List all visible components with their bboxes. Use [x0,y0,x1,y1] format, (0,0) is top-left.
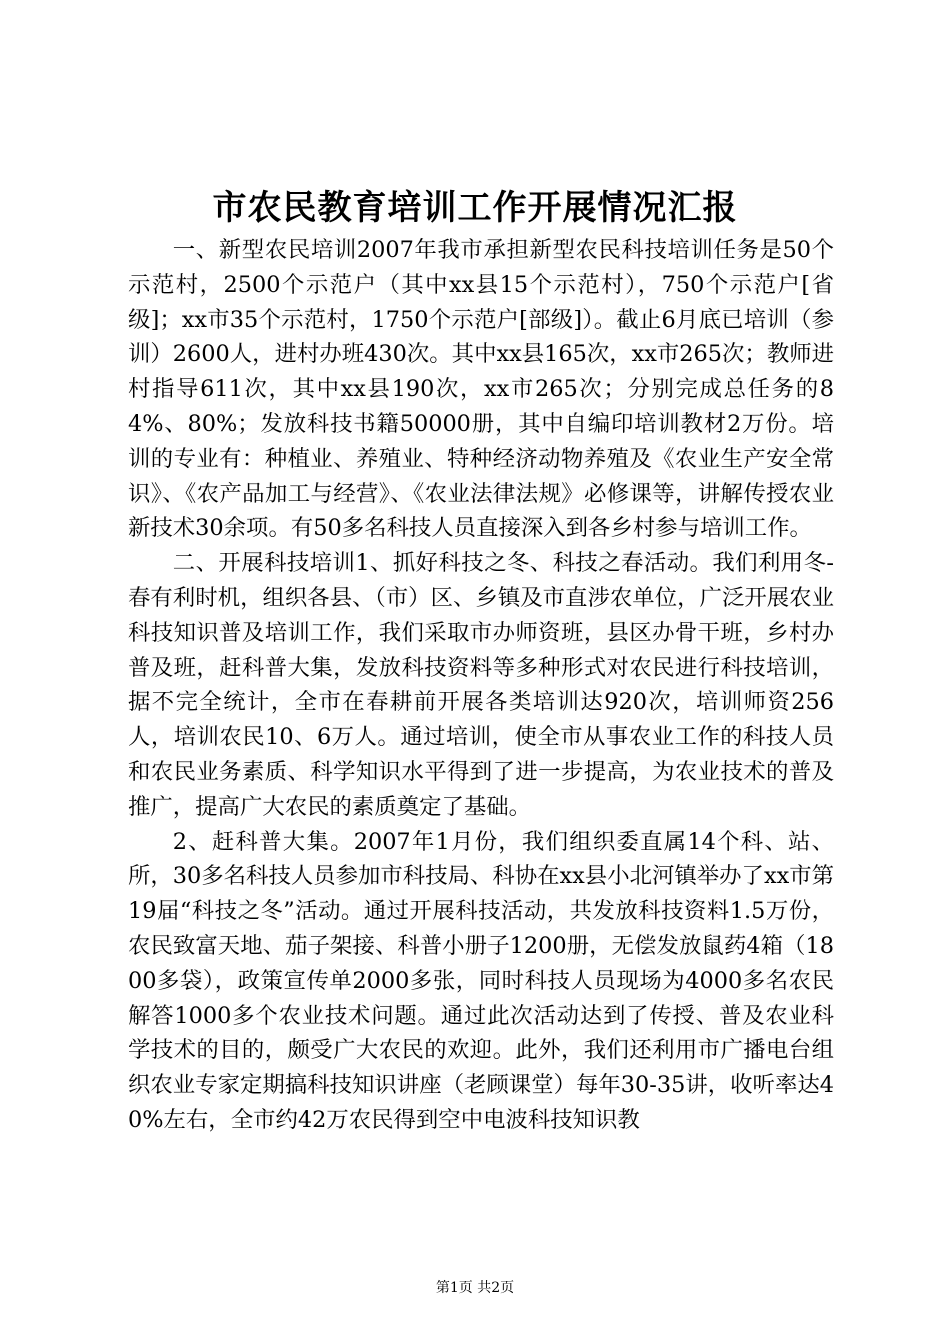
document-title: 市农民教育培训工作开展情况汇报 [212,188,738,228]
document-body [128,233,834,1138]
paragraph-new-farmer-training: 一、新型农民培训2007年我市承担新型农民科技培训任务是50个示范村，2500个示范户（其中xx县15个示范村），750个示范户[省级]；xx市35个示范村，1750个示范户[部级]）。截止6月底已培训（参训）2600人，进村办班430次。其中xx县165次，xx市265次；教师进村指导611次，其中xx县190次，xx市265次；分别完成总任务的84%、80%；发放科技书籍50000册，其中自编印培训教材2万份。培训的专业有：种植业、养殖业、特种经济动物养殖及《农业生产安全常识》、《农产品加工与经营》、《农业法律法规》必修课等，讲解传授农业新技术30余项。有50多名科技人员直接深入到各乡村参与培训工作。 [128,237,834,542]
paragraph-science-fair: 2、赶科普大集。2007年1月份，我们组织委直属14个科、站、所，30多名科技人员参加市科技局、科协在xx县小北河镇举办了xx市第19届“科技之冬”活动。通过开展科技活动，共发放科技资料1.5万份，农民致富天地、茄子架接、科普小册子1200册，无偿发放鼠药4箱（1800多袋），政策宣传单2000多张，同时科技人员现场为4000多名农民解答1000多个农业技术问题。通过此次活动达到了传授、普及农业科学技术的目的，颇受广大农民的欢迎。此外，我们还利用市广播电台组织农业专家定期搞科技知识讲座（老顾课堂）每年30-35讲，收听率达40%左右，全市约42万农民得到空中电波科技知识教 [128,828,834,1133]
paragraph-tech-training: 二、开展科技培训1、抓好科技之冬、科技之春活动。我们利用冬-春有利时机，组织各县、（市）区、乡镇及市直涉农单位，广泛开展农业科技知识普及培训工作，我们采取市办师资班，县区办骨干班，乡村办普及班，赶科普大集，发放科技资料等多种形式对农民进行科技培训，据不完全统计，全市在春耕前开展各类培训达920次，培训师资256人，培训农民10、6万人。通过培训，使全市从事农业工作的科技人员和农民业务素质、科学知识水平得到了进一步提高，为农业技术的普及推广，提高广大农民的素质奠定了基础。 [128,550,834,820]
page-footer: 第1页 共2页 [435,1280,515,1296]
